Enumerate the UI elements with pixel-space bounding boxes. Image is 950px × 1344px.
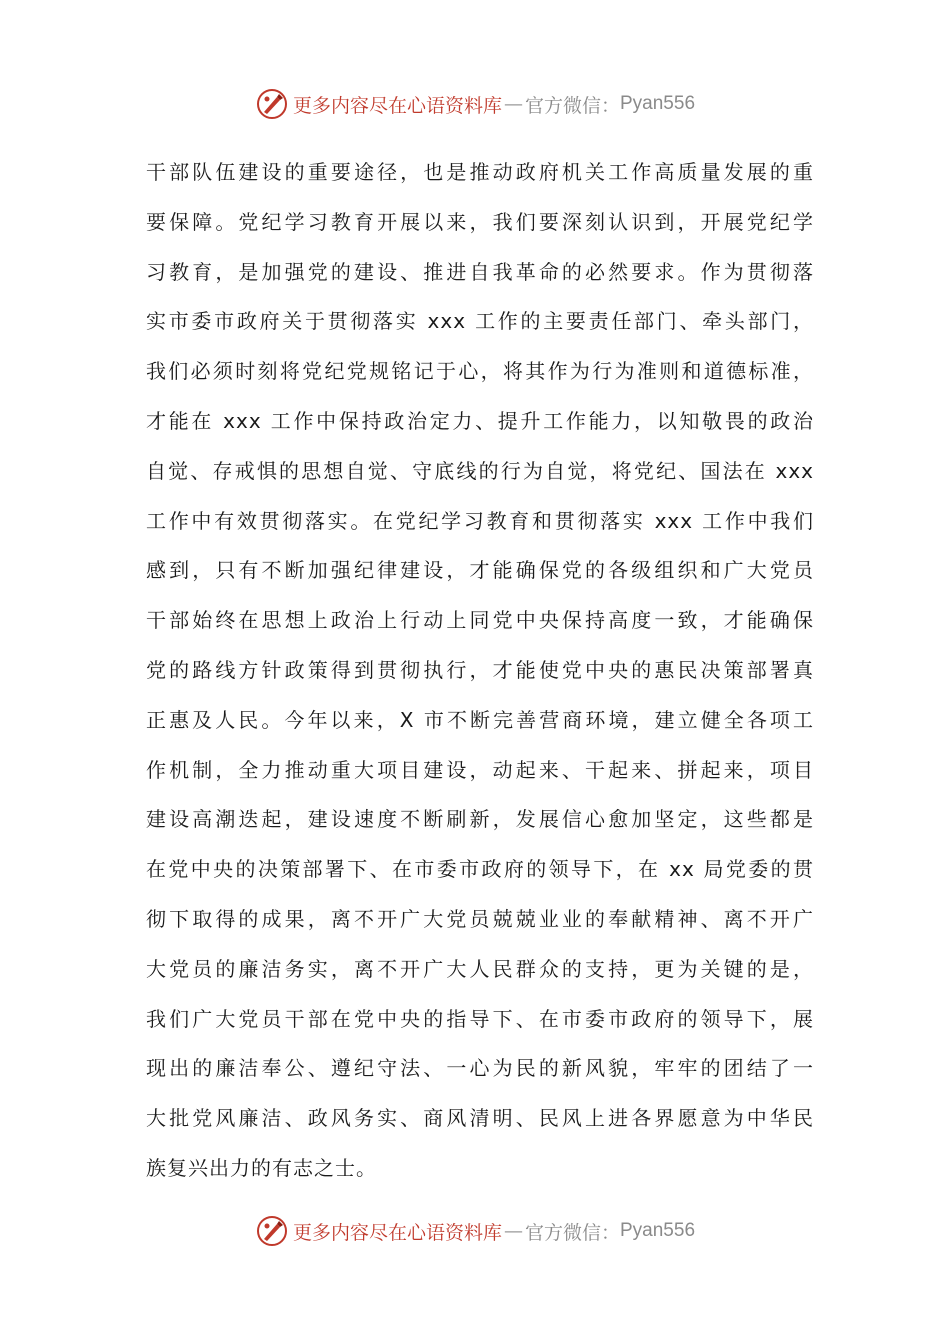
body-line: 正惠及人民。今年以来，X 市不断完善营商环境，建立健全各项工 [146, 707, 814, 732]
body-line: 感到，只有不断加强纪律建设，才能确保党的各级组织和广大党员 [146, 558, 814, 583]
pen-logo-icon [255, 1214, 289, 1248]
footer-banner [0, 1211, 950, 1251]
body-line: 党的路线方针政策得到贯彻执行，才能使党中央的惠民决策部署真 [146, 657, 814, 682]
banner-red-text: 更多内容尽在心语资料库 [292, 94, 502, 117]
banner-dash: — [503, 1220, 523, 1242]
body-line: 彻下取得的成果，离不开广大党员兢兢业业的奉献精神、离不开广 [146, 906, 814, 931]
body-line: 我们必须时刻将党纪党规铭记于心，将其作为行为准则和道德标准， [146, 359, 814, 384]
document-body [146, 148, 814, 1194]
banner-gray-text: 官方微信： [524, 94, 620, 117]
body-line: 干部始终在思想上政治上行动上同党中央保持高度一致，才能确保 [146, 608, 814, 633]
body-line: 建设高潮迭起，建设速度不断刷新，发展信心愈加坚定，这些都是 [146, 807, 814, 832]
body-line: 我们广大党员干部在党中央的指导下、在市委市政府的领导下，展 [146, 1006, 814, 1031]
banner-dash: — [503, 93, 523, 115]
body-line: 大党员的廉洁务实，离不开广大人民群众的支持，更为关键的是， [146, 956, 814, 981]
body-line: 才能在 xxx 工作中保持政治定力、提升工作能力，以知敬畏的政治 [146, 408, 814, 433]
body-line: 作机制，全力推动重大项目建设，动起来、干起来、拼起来，项目 [146, 757, 814, 782]
body-line: 族复兴出力的有志之士。 [146, 1155, 377, 1180]
body-line: 自觉、存戒惧的思想自觉、守底线的行为自觉，将党纪、国法在 xxx [146, 458, 814, 483]
header-banner [0, 84, 950, 124]
body-line: 在党中央的决策部署下、在市委市政府的领导下，在 xx 局党委的贯 [146, 857, 814, 882]
body-line: 干部队伍建设的重要途径，也是推动政府机关工作高质量发展的重 [146, 160, 814, 184]
banner-gray-text: 官方微信： [524, 1221, 620, 1244]
pen-logo-icon [255, 87, 289, 121]
banner-wechat-id: Pyan556 [620, 93, 696, 114]
body-line: 实市委市政府关于贯彻落实 xxx 工作的主要责任部门、牵头部门， [146, 309, 814, 334]
body-line: 要保障。党纪学习教育开展以来，我们要深刻认识到，开展党纪学 [146, 209, 814, 234]
banner-red-text: 更多内容尽在心语资料库 [292, 1221, 502, 1244]
banner-wechat-id: Pyan556 [620, 1220, 696, 1241]
body-line: 工作中有效贯彻落实。在党纪学习教育和贯彻落实 xxx 工作中我们 [146, 508, 814, 533]
body-line: 现出的廉洁奉公、遵纪守法、一心为民的新风貌，牢牢的团结了一 [146, 1056, 814, 1081]
body-line: 习教育，是加强党的建设、推进自我革命的必然要求。作为贯彻落 [146, 259, 814, 284]
body-line: 大批党风廉洁、政风务实、商风清明、民风上进各界愿意为中华民 [146, 1106, 814, 1131]
